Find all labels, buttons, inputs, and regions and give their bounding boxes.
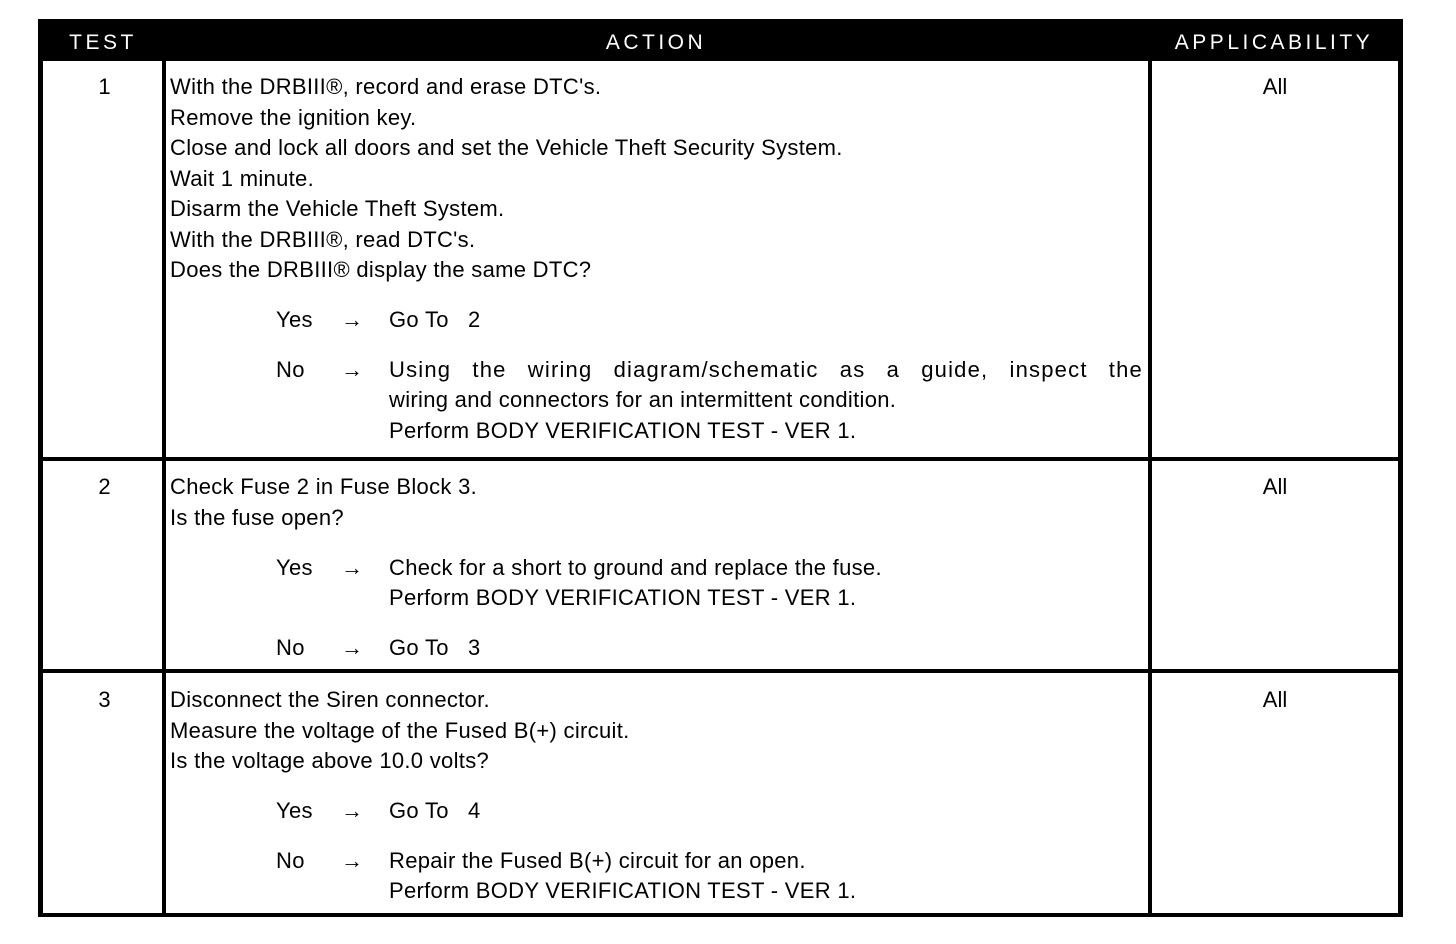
no-action: Perform BODY VERIFICATION TEST - VER 1.	[389, 418, 857, 443]
action-line: Disarm the Vehicle Theft System.	[170, 196, 505, 221]
right-arrow-icon: →	[341, 555, 364, 580]
yes-label: Yes	[276, 798, 313, 823]
no-label: No	[276, 848, 305, 873]
test-table	[38, 19, 1403, 917]
action-line: With the DRBIII®, record and erase DTC's.	[170, 74, 602, 99]
action-line: Close and lock all doors and set the Vehicle Theft Security System.	[170, 135, 843, 160]
test-number: 3	[98, 687, 111, 712]
yes-label: Yes	[276, 555, 313, 580]
no-label: No	[276, 357, 305, 382]
test-number: 2	[98, 474, 111, 499]
right-arrow-icon: →	[341, 635, 364, 660]
applicability-value: All	[1262, 687, 1288, 712]
action-line: Does the DRBIII® display the same DTC?	[170, 257, 592, 282]
right-arrow-icon: →	[341, 848, 364, 873]
no-action: Repair the Fused B(+) circuit for an open.	[389, 848, 806, 873]
yes-action: Perform BODY VERIFICATION TEST - VER 1.	[389, 585, 857, 610]
no-action: Using the wiring diagram/schematic as a guide, inspect the	[389, 357, 1143, 382]
yes-label: Yes	[276, 307, 313, 332]
yes-action: Go To 2	[389, 307, 481, 332]
no-action: Go To 3	[389, 635, 481, 660]
no-label: No	[276, 635, 305, 660]
header-applicability: APPLICABILITY	[1174, 31, 1374, 54]
action-line: Remove the ignition key.	[170, 105, 417, 130]
no-action: Perform BODY VERIFICATION TEST - VER 1.	[389, 878, 857, 903]
action-line: With the DRBIII®, read DTC's.	[170, 227, 476, 252]
action-line: Check Fuse 2 in Fuse Block 3.	[170, 474, 478, 499]
table-header	[43, 23, 1398, 61]
table-row-test-1	[43, 61, 1398, 457]
right-arrow-icon: →	[341, 307, 364, 332]
test-number: 1	[98, 74, 111, 99]
right-arrow-icon: →	[341, 357, 364, 382]
action-line: Is the fuse open?	[170, 505, 344, 530]
action-line: Is the voltage above 10.0 volts?	[170, 748, 490, 773]
action-line: Measure the voltage of the Fused B(+) circuit.	[170, 718, 630, 743]
action-line: Wait 1 minute.	[170, 166, 314, 191]
header-action: ACTION	[605, 31, 707, 54]
applicability-value: All	[1262, 74, 1288, 99]
applicability-value: All	[1262, 474, 1288, 499]
header-test: TEST	[69, 31, 137, 54]
yes-action: Go To 4	[389, 798, 481, 823]
right-arrow-icon: →	[341, 798, 364, 823]
table-row-test-3	[43, 673, 1398, 913]
table-row-test-2	[43, 461, 1398, 669]
action-line: Disconnect the Siren connector.	[170, 687, 490, 712]
no-action: wiring and connectors for an intermittent condition.	[389, 387, 897, 412]
yes-action: Check for a short to ground and replace the fuse.	[389, 555, 882, 580]
